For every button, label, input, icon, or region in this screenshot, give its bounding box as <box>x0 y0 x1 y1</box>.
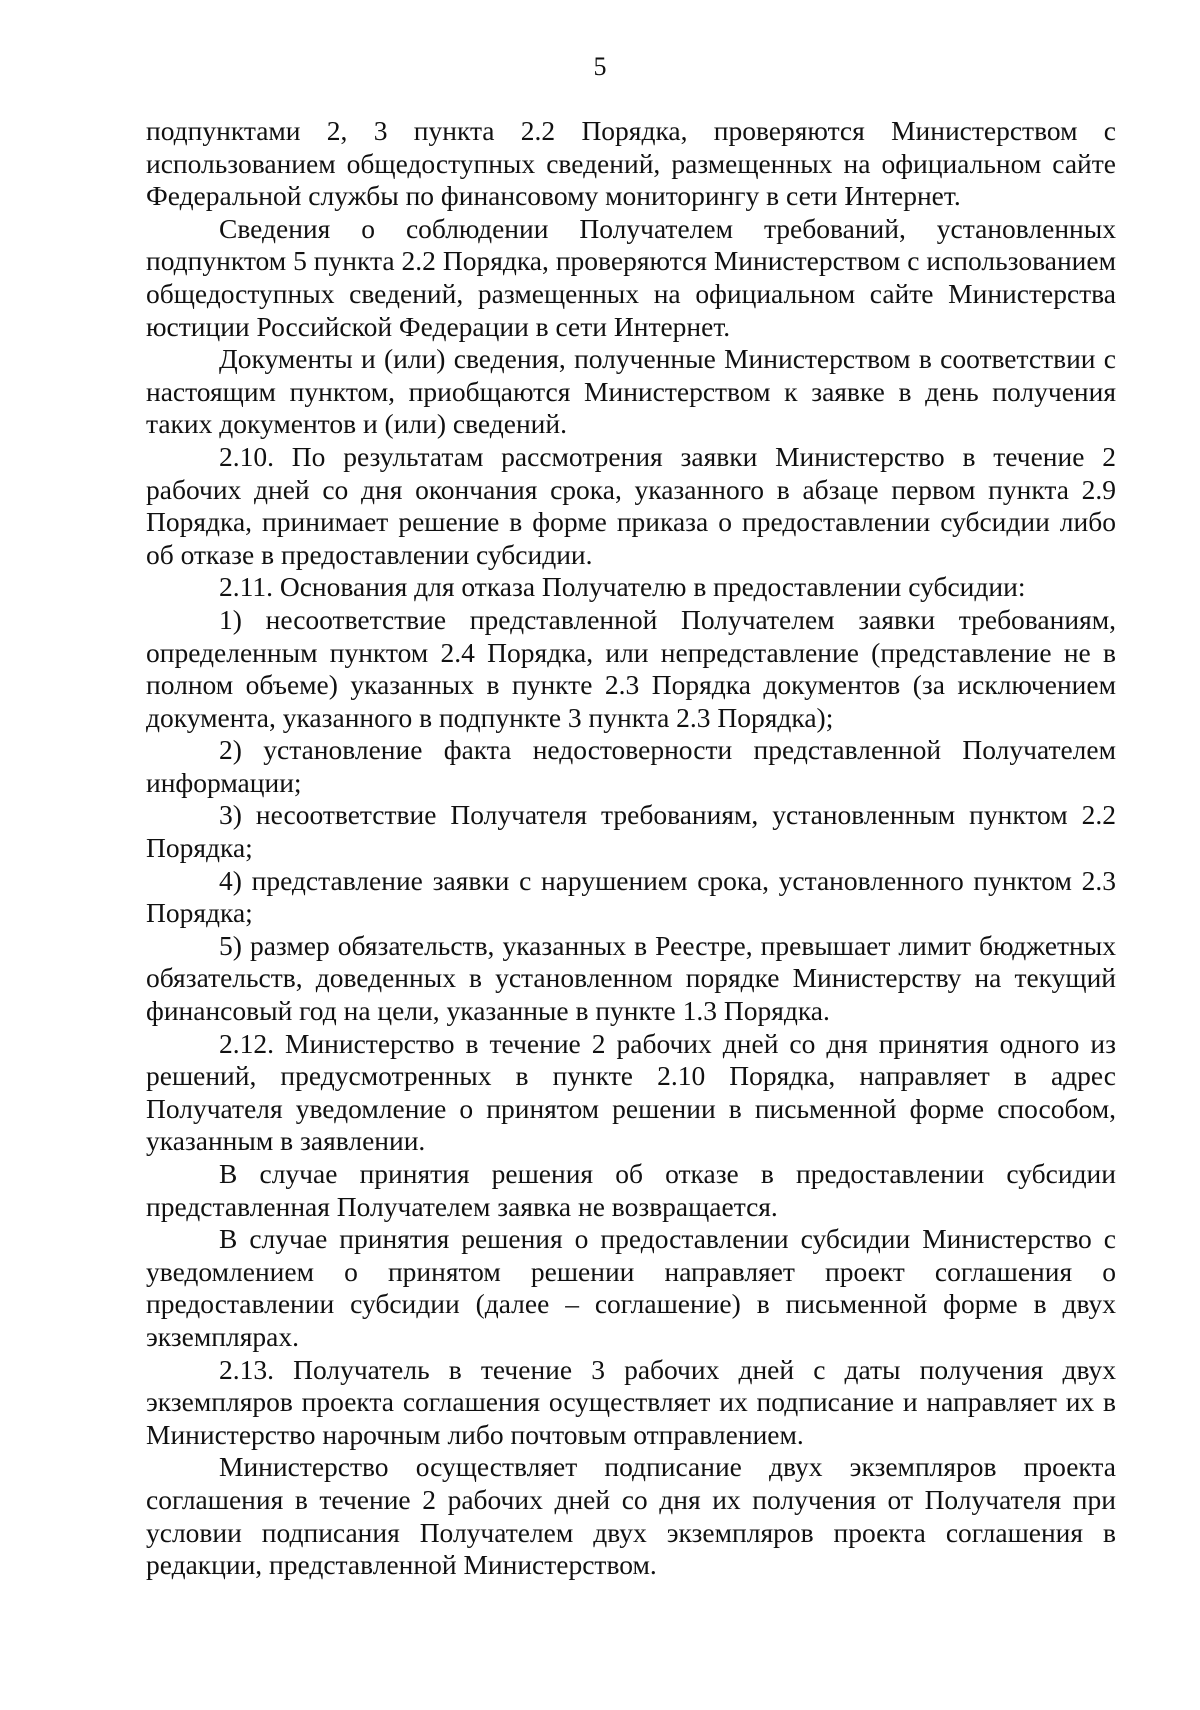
paragraph-2-13: 2.13. Получатель в течение 3 рабочих дней с даты получения двух экземпляров проекта соглашения осуществляет их подписание и направляет их в Министерство нарочным либо почтовым отправлением. <box>146 1353 1116 1450</box>
list-item-3: 3) несоответствие Получателя требованиям, установленным пунктом 2.2 Порядка; <box>146 799 1116 864</box>
list-item-1: 1) несоответствие представленной Получателем заявки требованиям, определенным пунктом 2.4 Порядка, или непредставление (представление не в полном объеме) указанных в пункте 2.3 Порядка документов (за исключением документа, указанного в подпункте 3 пункта 2.3 Порядка); <box>146 603 1116 733</box>
list-item-4: 4) представление заявки с нарушением срока, установленного пунктом 2.3 Порядка; <box>146 864 1116 929</box>
document-body <box>146 115 1116 1582</box>
paragraph-2-11: 2.11. Основания для отказа Получателю в предоставлении субсидии: <box>219 571 1026 603</box>
list-item-2: 2) установление факта недостоверности представленной Получателем информации; <box>146 734 1116 798</box>
paragraph: Документы и (или) сведения, полученные Министерством в соответствии с настоящим пунктом, приобщаются Министерством к заявке в день получения таких документов и (или) сведений. <box>146 343 1116 440</box>
paragraph-continuation: подпунктами 2, 3 пункта 2.2 Порядка, проверяются Министерством с использованием общедоступных сведений, размещенных на официальном сайте Федеральной службы по финансовому мониторингу в сети Интернет. <box>146 115 1116 212</box>
paragraph-2-10: 2.10. По результатам рассмотрения заявки Министерство в течение 2 рабочих дней со дня окончания срока, указанного в абзаце первом пункта 2.9 Порядка, принимает решение в форме приказа о предоставлении субсидии либо об отказе в предоставлении субсидии. <box>146 440 1116 570</box>
paragraph: В случае принятия решения об отказе в предоставлении субсидии представленная Получателем заявка не возвращается. <box>146 1158 1116 1222</box>
paragraph: Министерство осуществляет подписание двух экземпляров проекта соглашения в течение 2 рабочих дней со дня их получения от Получателя при условии подписания Получателем двух экземпляров проекта соглашения в редакции, представленной Министерством. <box>146 1451 1116 1581</box>
paragraph-2-12: 2.12. Министерство в течение 2 рабочих дней со дня принятия одного из решений, предусмотренных в пункте 2.10 Порядка, направляет в адрес Получателя уведомление о принятом решении в письменной форме способом, указанным в заявлении. <box>146 1027 1116 1157</box>
paragraph: В случае принятия решения о предоставлении субсидии Министерство с уведомлением о принятом решении направляет проект соглашения о предоставлении субсидии (далее – соглашение) в письменной форме в двух экземплярах. <box>146 1223 1116 1352</box>
list-item-5: 5) размер обязательств, указанных в Реестре, превышает лимит бюджетных обязательств, доведенных в установленном порядке Министерству на текущий финансовый год на цели, указанные в пункте 1.3 Порядка. <box>146 929 1116 1027</box>
paragraph: Сведения о соблюдении Получателем требований, установленных подпунктом 5 пункта 2.2 Порядка, проверяются Министерством с использованием общедоступных сведений, размещенных на официальном сайте Министерства юстиции Российской Федерации в сети Интернет. <box>146 212 1116 342</box>
page-number: 5 <box>593 52 607 81</box>
